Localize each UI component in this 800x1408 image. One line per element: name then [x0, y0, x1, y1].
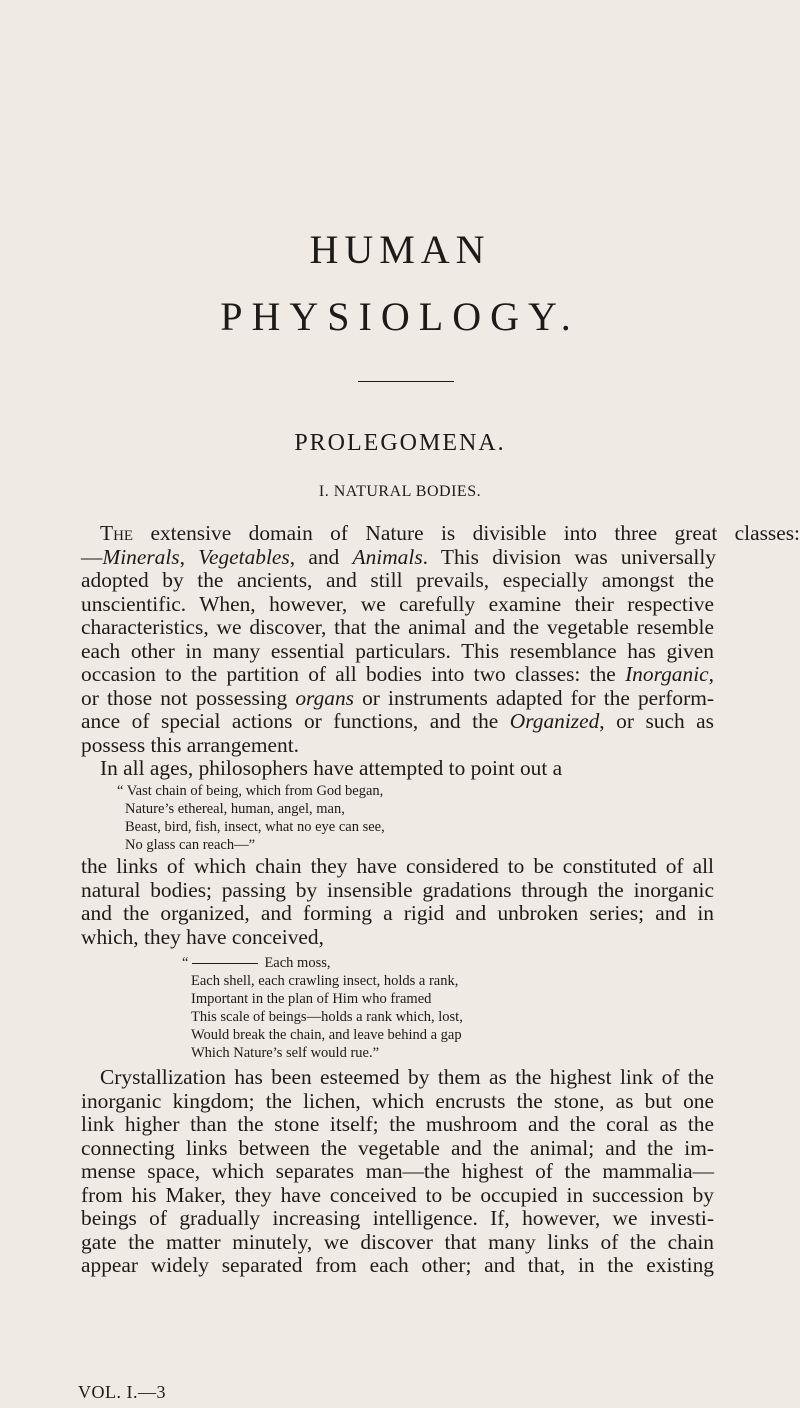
verse-line: Nature’s ethereal, human, angel, man,: [125, 801, 345, 817]
line-text: . This division was universally: [422, 544, 716, 569]
drop-word: The: [100, 521, 134, 545]
paragraph-line: mense space, which separates man—the highest of the mammalia—: [81, 1159, 714, 1183]
paragraph-line: [0, 546, 800, 570]
open-quote: “: [182, 955, 189, 971]
paragraph-line: inorganic kingdom; the lichen, which encrusts the stone, as but one: [81, 1088, 714, 1113]
title-line-2: PHYSIOLOGY.: [220, 294, 580, 339]
verse-line: This scale of beings—holds a rank which, lost,: [191, 1009, 463, 1025]
paragraph-line: [0, 616, 800, 640]
paragraph-4: [0, 1066, 800, 1278]
paragraph-line: beings of gradually increasing intelligence. If, however, we investi-: [81, 1206, 714, 1230]
verse-line: Which Nature’s self would rue.”: [191, 1045, 380, 1061]
line-text: extensive domain of Nature is divisible into three great classes:: [133, 521, 800, 545]
paragraph-line: In all ages, philosophers have attempted to point out a: [100, 756, 563, 780]
paragraph-3: [0, 855, 800, 949]
verse-line: [182, 955, 330, 972]
paragraph-line: [0, 663, 800, 687]
section-subheading: I. NATURAL BODIES.: [318, 483, 482, 500]
paragraph-line: gate the matter minutely, we discover that many links of the chain: [81, 1229, 714, 1254]
line-text: ance of special actions or functions, and the: [81, 709, 510, 733]
verse-dash: [192, 963, 258, 964]
paragraph-line: link higher than the stone itself; the mushroom and the coral as the: [81, 1112, 714, 1136]
paragraph-line: appear widely separated from each other; and that, in the existing: [81, 1253, 714, 1277]
paragraph-line: natural bodies; passing by insensible gradations through the inorganic: [81, 877, 714, 902]
line-text: , or such as: [599, 709, 714, 733]
paragraph-line: Crystallization has been esteemed by them as the highest link of the: [100, 1065, 714, 1089]
paragraph-line: connecting links between the vegetable and the animal; and the im-: [81, 1135, 714, 1160]
line-text: unscientific. When, however, we carefully examine their respective: [81, 591, 714, 616]
paragraph-line: [0, 640, 800, 664]
title-line-1: HUMAN: [309, 227, 491, 272]
paragraph-line: the links of which chain they have considered to be constituted of all: [81, 854, 714, 878]
term-animals: Animals: [352, 544, 423, 569]
verse-line: Would break the chain, and leave behind a gap: [191, 1027, 462, 1043]
verse-line: “ Vast chain of being, which from God began,: [117, 783, 384, 799]
term-inorganic: Inorganic: [625, 662, 709, 686]
paragraph-line: [0, 569, 800, 593]
paragraph-line: [0, 687, 800, 711]
line-text: —: [81, 544, 103, 569]
verse-line: No glass can reach—”: [125, 837, 256, 853]
paragraph-line: and the organized, and forming a rigid and unbroken series; and in: [81, 901, 714, 925]
paragraph-line: [0, 593, 800, 617]
term-minerals: Minerals: [102, 544, 180, 569]
paragraph-line: [0, 522, 800, 546]
verse-line: Important in the plan of Him who framed: [191, 991, 432, 1007]
line-text: or those not possessing: [81, 685, 296, 710]
verse-line: Beast, bird, fish, insect, what no eye can see,: [125, 819, 385, 835]
paragraph-line: [0, 734, 800, 758]
paragraph-1: [0, 522, 800, 757]
paragraph-2: [0, 757, 800, 781]
title-rule: [358, 381, 454, 382]
verse-line-text: Each moss,: [264, 955, 331, 971]
term-vegetables: Vegetables: [198, 544, 290, 569]
line-text: adopted by the ancients, and still prevails, especially amongst the: [81, 568, 714, 592]
term-organs: organs: [295, 685, 354, 710]
section-heading: PROLEGOMENA.: [294, 430, 506, 456]
line-text: , and: [289, 544, 353, 569]
paragraph-line: which, they have conceived,: [81, 924, 324, 949]
signature-mark: VOL. I.—3: [78, 1382, 166, 1402]
line-text: ,: [708, 662, 714, 686]
line-text: possess this arrangement.: [81, 732, 300, 757]
line-text: ,: [179, 544, 199, 569]
paragraph-line: [0, 710, 800, 734]
line-text: each other in many essential particulars. This resemblance has given: [81, 638, 714, 663]
line-text: or instruments adapted for the perform-: [353, 685, 714, 710]
paragraph-line: from his Maker, they have conceived to be occupied in succession by: [81, 1182, 714, 1207]
line-text: characteristics, we discover, that the animal and the vegetable resemble: [81, 615, 714, 639]
line-text: occasion to the partition of all bodies into two classes: the: [81, 662, 626, 686]
verse-line: Each shell, each crawling insect, holds a rank,: [191, 973, 459, 989]
term-organized: Organized: [509, 709, 600, 733]
